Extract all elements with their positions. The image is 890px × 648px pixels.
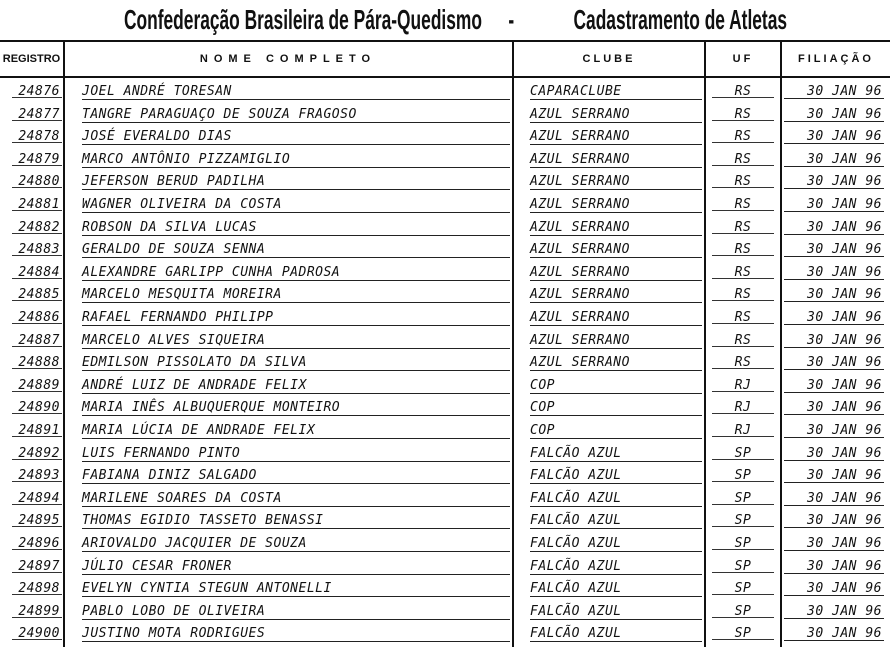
filiacao-cell: 30 JAN 96 xyxy=(784,485,884,506)
uf-cell: SP xyxy=(706,553,780,575)
uf-cell: SP xyxy=(706,530,780,552)
header-uf: UF xyxy=(732,53,754,65)
table-row xyxy=(0,507,890,530)
nome-cell: WAGNER OLIVEIRA DA COSTA xyxy=(82,191,510,213)
registro-cell: 24894 xyxy=(4,485,60,507)
clube-cell: COP xyxy=(530,417,702,439)
clube-cell: AZUL SERRANO xyxy=(530,168,702,190)
table-row xyxy=(0,168,890,191)
nome-cell: MARCELO MESQUITA MOREIRA xyxy=(82,281,510,303)
filiacao-cell: 30 JAN 96 xyxy=(784,281,884,302)
registro-cell: 24897 xyxy=(4,553,60,575)
clube-cell: AZUL SERRANO xyxy=(530,236,702,258)
filiacao-cell: 30 JAN 96 xyxy=(784,101,884,122)
uf-cell: RS xyxy=(706,214,780,236)
uf-cell: RS xyxy=(706,327,780,349)
uf-cell: RS xyxy=(706,78,780,100)
registro-cell: 24893 xyxy=(4,462,60,484)
nome-cell: THOMAS EGIDIO TASSETO BENASSI xyxy=(82,507,510,529)
filiacao-cell: 30 JAN 96 xyxy=(784,372,884,393)
table-row xyxy=(0,101,890,124)
nome-cell: EDMILSON PISSOLATO DA SILVA xyxy=(82,349,510,371)
filiacao-cell: 30 JAN 96 xyxy=(784,327,884,348)
athlete-registry-table xyxy=(0,40,890,647)
nome-cell: MARILENE SOARES DA COSTA xyxy=(82,485,510,507)
clube-cell: AZUL SERRANO xyxy=(530,123,702,145)
clube-cell: AZUL SERRANO xyxy=(530,146,702,168)
uf-cell: RS xyxy=(706,168,780,190)
header-clube: CLUBE xyxy=(582,53,636,65)
nome-cell: ALEXANDRE GARLIPP CUNHA PADROSA xyxy=(82,259,510,281)
clube-cell: COP xyxy=(530,372,702,394)
clube-cell: AZUL SERRANO xyxy=(530,101,702,123)
registro-cell: 24881 xyxy=(4,191,60,213)
table-row xyxy=(0,462,890,485)
filiacao-cell: 30 JAN 96 xyxy=(784,146,884,167)
table-row xyxy=(0,191,890,214)
clube-cell: FALCÃO AZUL xyxy=(530,620,702,642)
nome-cell: RAFAEL FERNANDO PHILIPP xyxy=(82,304,510,326)
registro-cell: 24896 xyxy=(4,530,60,552)
registro-cell: 24888 xyxy=(4,349,60,371)
registro-cell: 24889 xyxy=(4,372,60,394)
clube-cell: FALCÃO AZUL xyxy=(530,598,702,620)
registro-cell: 24885 xyxy=(4,281,60,303)
clube-cell: CAPARACLUBE xyxy=(530,78,702,100)
uf-cell: SP xyxy=(706,575,780,597)
filiacao-cell: 30 JAN 96 xyxy=(784,417,884,438)
uf-cell: RS xyxy=(706,259,780,281)
nome-cell: MARIA LÚCIA DE ANDRADE FELIX xyxy=(82,417,510,439)
clube-cell: AZUL SERRANO xyxy=(530,281,702,303)
filiacao-cell: 30 JAN 96 xyxy=(784,168,884,189)
filiacao-cell: 30 JAN 96 xyxy=(784,394,884,415)
uf-cell: RS xyxy=(706,101,780,123)
table-row xyxy=(0,236,890,259)
registro-cell: 24886 xyxy=(4,304,60,326)
clube-cell: AZUL SERRANO xyxy=(530,327,702,349)
table-row xyxy=(0,598,890,621)
uf-cell: RS xyxy=(706,123,780,145)
registro-cell: 24900 xyxy=(4,620,60,642)
filiacao-cell: 30 JAN 96 xyxy=(784,349,884,370)
table-row xyxy=(0,214,890,237)
registro-cell: 24879 xyxy=(4,146,60,168)
header-nome-completo: NOME COMPLETO xyxy=(199,53,377,65)
uf-cell: SP xyxy=(706,440,780,462)
uf-cell: RJ xyxy=(706,372,780,394)
title-dash: - xyxy=(508,4,515,35)
nome-cell: JEFERSON BERUD PADILHA xyxy=(82,168,510,190)
uf-cell: RJ xyxy=(706,417,780,439)
clube-cell: FALCÃO AZUL xyxy=(530,530,702,552)
clube-cell: FALCÃO AZUL xyxy=(530,462,702,484)
table-row xyxy=(0,620,890,643)
nome-cell: ROBSON DA SILVA LUCAS xyxy=(82,214,510,236)
nome-cell: MARIA INÊS ALBUQUERQUE MONTEIRO xyxy=(82,394,510,416)
filiacao-cell: 30 JAN 96 xyxy=(784,575,884,596)
registro-cell: 24899 xyxy=(4,598,60,620)
clube-cell: FALCÃO AZUL xyxy=(530,575,702,597)
nome-cell: FABIANA DINIZ SALGADO xyxy=(82,462,510,484)
nome-cell: JOSÉ EVERALDO DIAS xyxy=(82,123,510,145)
uf-cell: SP xyxy=(706,485,780,507)
filiacao-cell: 30 JAN 96 xyxy=(784,440,884,461)
filiacao-cell: 30 JAN 96 xyxy=(784,191,884,212)
registro-cell: 24887 xyxy=(4,327,60,349)
clube-cell: FALCÃO AZUL xyxy=(530,553,702,575)
nome-cell: EVELYN CYNTIA STEGUN ANTONELLI xyxy=(82,575,510,597)
table-row xyxy=(0,304,890,327)
registro-cell: 24895 xyxy=(4,507,60,529)
registro-cell: 24880 xyxy=(4,168,60,190)
table-row xyxy=(0,485,890,508)
uf-cell: SP xyxy=(706,598,780,620)
nome-cell: PABLO LOBO DE OLIVEIRA xyxy=(82,598,510,620)
nome-cell: ARIOVALDO JACQUIER DE SOUZA xyxy=(82,530,510,552)
uf-cell: SP xyxy=(706,462,780,484)
registro-cell: 24877 xyxy=(4,101,60,123)
uf-cell: SP xyxy=(706,507,780,529)
document-title xyxy=(0,4,788,38)
nome-cell: MARCO ANTÔNIO PIZZAMIGLIO xyxy=(82,146,510,168)
clube-cell: FALCÃO AZUL xyxy=(530,507,702,529)
registro-cell: 24878 xyxy=(4,123,60,145)
filiacao-cell: 30 JAN 96 xyxy=(784,553,884,574)
table-row xyxy=(0,78,890,101)
uf-cell: SP xyxy=(706,620,780,642)
filiacao-cell: 30 JAN 96 xyxy=(784,236,884,257)
nome-cell: ANDRÉ LUIZ DE ANDRADE FELIX xyxy=(82,372,510,394)
clube-cell: AZUL SERRANO xyxy=(530,191,702,213)
nome-cell: JÚLIO CESAR FRONER xyxy=(82,553,510,575)
table-row xyxy=(0,259,890,282)
nome-cell: JOEL ANDRÉ TORESAN xyxy=(82,78,510,100)
uf-cell: RS xyxy=(706,349,780,371)
registro-cell: 24890 xyxy=(4,394,60,416)
uf-cell: RS xyxy=(706,281,780,303)
registro-cell: 24891 xyxy=(4,417,60,439)
filiacao-cell: 30 JAN 96 xyxy=(784,530,884,551)
clube-cell: FALCÃO AZUL xyxy=(530,440,702,462)
nome-cell: TANGRE PARAGUAÇO DE SOUZA FRAGOSO xyxy=(82,101,510,123)
uf-cell: RJ xyxy=(706,394,780,416)
filiacao-cell: 30 JAN 96 xyxy=(784,78,884,99)
clube-cell: AZUL SERRANO xyxy=(530,349,702,371)
table-row xyxy=(0,327,890,350)
clube-cell: FALCÃO AZUL xyxy=(530,485,702,507)
filiacao-cell: 30 JAN 96 xyxy=(784,123,884,144)
table-row xyxy=(0,575,890,598)
table-row xyxy=(0,440,890,463)
filiacao-cell: 30 JAN 96 xyxy=(784,598,884,619)
header-registro: REGISTRO xyxy=(2,53,61,65)
table-row xyxy=(0,349,890,372)
nome-cell: LUIS FERNANDO PINTO xyxy=(82,440,510,462)
nome-cell: GERALDO DE SOUZA SENNA xyxy=(82,236,510,258)
nome-cell: JUSTINO MOTA RODRIGUES xyxy=(82,620,510,642)
uf-cell: RS xyxy=(706,236,780,258)
registro-cell: 24883 xyxy=(4,236,60,258)
registro-cell: 24898 xyxy=(4,575,60,597)
table-row xyxy=(0,281,890,304)
table-row xyxy=(0,372,890,395)
uf-cell: RS xyxy=(706,191,780,213)
nome-cell: MARCELO ALVES SIQUEIRA xyxy=(82,327,510,349)
uf-cell: RS xyxy=(706,146,780,168)
clube-cell: AZUL SERRANO xyxy=(530,214,702,236)
table-row xyxy=(0,123,890,146)
title-subject: Cadastramento de Atletas xyxy=(573,4,788,35)
filiacao-cell: 30 JAN 96 xyxy=(784,462,884,483)
registro-cell: 24876 xyxy=(4,78,60,100)
table-row xyxy=(0,530,890,553)
table-row xyxy=(0,146,890,169)
filiacao-cell: 30 JAN 96 xyxy=(784,214,884,235)
filiacao-cell: 30 JAN 96 xyxy=(784,620,884,641)
table-row xyxy=(0,394,890,417)
filiacao-cell: 30 JAN 96 xyxy=(784,507,884,528)
title-org: Confederação Brasileira de Pára-Quedismo xyxy=(124,4,482,35)
uf-cell: RS xyxy=(706,304,780,326)
registro-cell: 24884 xyxy=(4,259,60,281)
registro-cell: 24882 xyxy=(4,214,60,236)
clube-cell: COP xyxy=(530,394,702,416)
table-row xyxy=(0,417,890,440)
clube-cell: AZUL SERRANO xyxy=(530,304,702,326)
filiacao-cell: 30 JAN 96 xyxy=(784,304,884,325)
registro-cell: 24892 xyxy=(4,440,60,462)
filiacao-cell: 30 JAN 96 xyxy=(784,259,884,280)
header-filiacao: FILIAÇÃO xyxy=(798,53,874,65)
table-row xyxy=(0,553,890,576)
clube-cell: AZUL SERRANO xyxy=(530,259,702,281)
